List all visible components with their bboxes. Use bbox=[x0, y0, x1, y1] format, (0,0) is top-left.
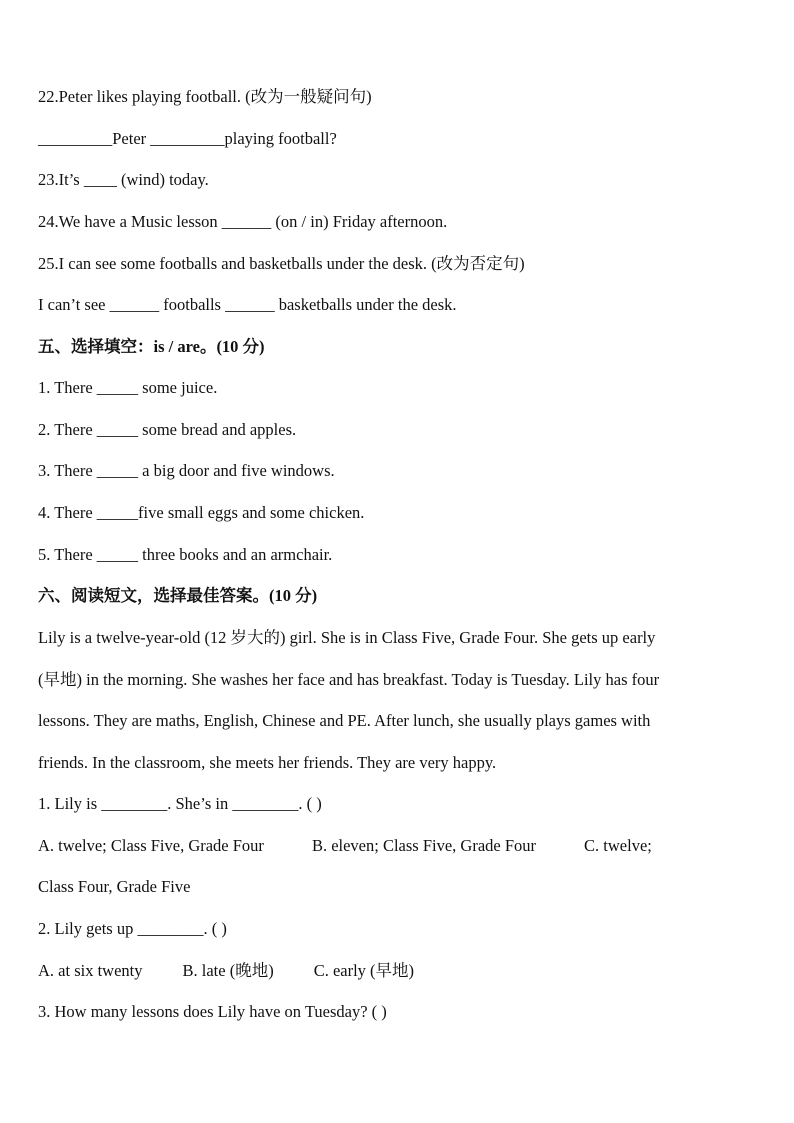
passage-line-2: (早地) in the morning. She washes her face and has breakfast. Today is Tuesday. Lily has four bbox=[38, 670, 660, 689]
question-23: 23.It’s ____ (wind) today. bbox=[38, 170, 209, 189]
option-b: B. eleven; Class Five, Grade Four bbox=[311, 836, 537, 855]
passage-line-1: Lily is a twelve-year-old (12 岁大的) girl. She is in Class Five, Grade Four. She gets up early bbox=[38, 628, 656, 647]
option-a: A. at six twenty bbox=[38, 961, 143, 980]
section-5-item-2: 2. There _____ some bread and apples. bbox=[38, 420, 297, 439]
reading-question-2-options bbox=[38, 959, 754, 983]
option-c: C. twelve; bbox=[584, 836, 652, 855]
section-5-item-3: 3. There _____ a big door and five windows. bbox=[38, 461, 335, 480]
section-6-heading: 六、阅读短文，选择最佳答案。(10 分) bbox=[38, 586, 318, 605]
option-c: C. early (早地) bbox=[313, 961, 415, 980]
passage-line-4: friends. In the classroom, she meets her friends. They are very happy. bbox=[38, 753, 497, 772]
option-b: B. late (晚地) bbox=[182, 961, 274, 980]
question-22: 22.Peter likes playing football. (改为一般疑问句) bbox=[38, 87, 372, 106]
section-5-item-1: 1. There _____ some juice. bbox=[38, 378, 218, 397]
passage-line-3: lessons. They are maths, English, Chinese and PE. After lunch, she usually plays games with bbox=[38, 711, 651, 730]
option-a: A. twelve; Class Five, Grade Four bbox=[38, 836, 264, 855]
option-c-continued: Class Four, Grade Five bbox=[38, 877, 191, 896]
section-5-heading: 五、选择填空：is / are。(10 分) bbox=[38, 337, 265, 356]
section-5-item-4: 4. There _____five small eggs and some chicken. bbox=[38, 503, 365, 522]
question-25-answer-line: I can’t see ______ footballs ______ basketballs under the desk. bbox=[38, 295, 457, 314]
reading-question-2: 2. Lily gets up ________. ( ) bbox=[38, 919, 227, 938]
question-25: 25.I can see some footballs and basketballs under the desk. (改为否定句) bbox=[38, 254, 525, 273]
reading-question-1-options bbox=[38, 834, 754, 858]
reading-question-1: 1. Lily is ________. She’s in ________. ( ) bbox=[38, 794, 322, 813]
question-24: 24.We have a Music lesson ______ (on / in) Friday afternoon. bbox=[38, 212, 448, 231]
reading-question-3: 3. How many lessons does Lily have on Tuesday? ( ) bbox=[38, 1002, 387, 1021]
section-5-item-5: 5. There _____ three books and an armchair. bbox=[38, 545, 333, 564]
question-22-answer-line: _________Peter _________playing football? bbox=[38, 129, 337, 148]
